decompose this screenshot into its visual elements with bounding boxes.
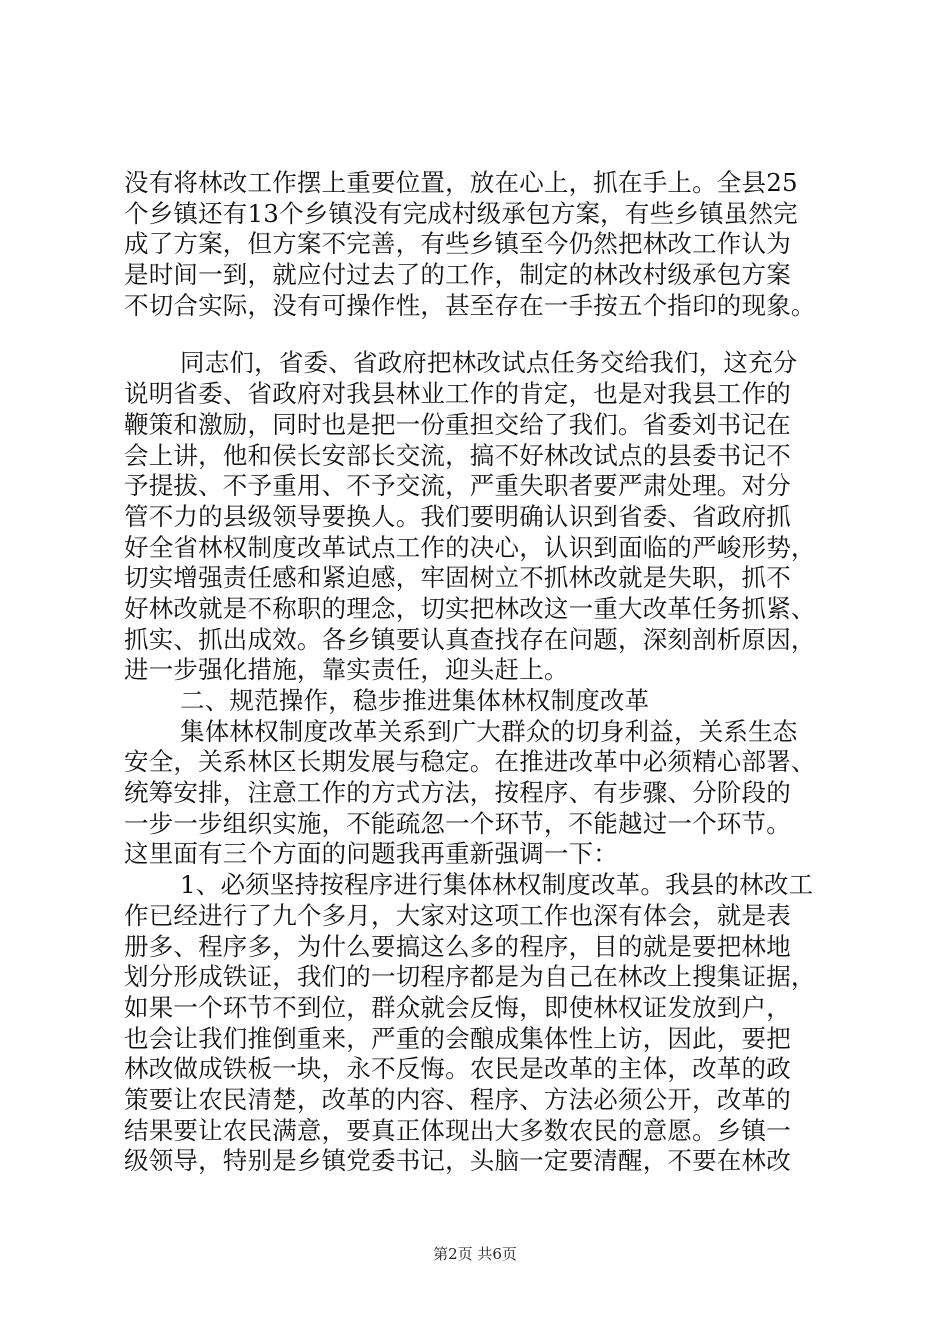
paragraph-gap: [124, 321, 836, 348]
text-line: 没有将林改工作摆上重要位置，放在心上，抓在手上。全县25: [124, 168, 798, 197]
text-line: 成了方案，但方案不完善，有些乡镇至今仍然把林改工作认为: [124, 229, 791, 259]
text-line: 也会让我们推倒重来，严重的会酿成集体性上访，因此，要把: [124, 1023, 791, 1053]
text-line: 进一步强化措施，靠实责任，迎头赶上。: [124, 655, 569, 685]
text-line: 抓实、抓出成效。各乡镇要认真查找存在问题，深刻剖析原因，: [124, 624, 816, 654]
paragraph-4: [124, 870, 836, 1177]
text-line: 统筹安排，注意工作的方式方法，按程序、有步骤、分阶段的: [124, 778, 791, 808]
text-line: 予提拔、不予重用、不予交流，严重失职者要严肃处理。对分: [124, 471, 791, 501]
text-line: 划分形成铁证，我们的一切程序都是为自己在林改上搜集证据，: [124, 962, 816, 992]
text-line: 策要让农民清楚，改革的内容、程序、方法必须公开，改革的: [124, 1084, 791, 1114]
text-line: 好林改就是不称职的理念，切实把林改这一重大改革任务抓紧、: [124, 593, 816, 623]
text-line: 是时间一到，就应付过去了的工作，制定的林改村级承包方案: [124, 260, 791, 290]
section-title: 二、规范操作，稳步推进集体林权制度改革: [180, 686, 650, 715]
text-line: 鞭策和激励，同时也是把一份重担交给了我们。省委刘书记在: [124, 409, 791, 439]
paragraph-3: [124, 717, 836, 870]
paragraph-2: [124, 348, 836, 686]
text-line: 结果要让农民满意，要真正体现出大多数农民的意愿。乡镇一: [124, 1115, 791, 1145]
text-line: 不切合实际，没有可操作性，甚至存在一手按五个指印的现象。: [124, 290, 816, 320]
document-body: [124, 168, 836, 1177]
text-line: 说明省委、省政府对我县林业工作的肯定，也是对我县工作的: [124, 379, 791, 409]
text-line: 切实增强责任感和紧迫感，牢固树立不抓林改就是失职，抓不: [124, 563, 791, 593]
text-line: 个乡镇还有13个乡镇没有完成村级承包方案，有些乡镇虽然完: [124, 198, 798, 228]
text-line: 集体林权制度改革关系到广大群众的切身利益，关系生态: [180, 716, 798, 746]
text-line: 这里面有三个方面的问题我再重新强调一下：: [124, 839, 618, 869]
text-line: 作已经进行了九个多月，大家对这项工作也深有体会，就是表: [124, 900, 791, 930]
paragraph-1: [124, 168, 836, 321]
text-line: 林改做成铁板一块，永不反悔。农民是改革的主体，改革的政: [124, 1054, 791, 1084]
text-line: 同志们，省委、省政府把林改试点任务交给我们，这充分: [180, 348, 798, 378]
text-line: 会上讲，他和侯长安部长交流，搞不好林改试点的县委书记不: [124, 440, 791, 470]
page-number-footer: 第2页 共6页: [433, 1245, 517, 1263]
text-line: 安全，关系林区长期发展与稳定。在推进改革中必须精心部署、: [124, 747, 816, 777]
text-line: 1、必须坚持按程序进行集体林权制度改革。我县的林改工: [180, 870, 814, 900]
text-line: 如果一个环节不到位，群众就会反悔，即使林权证发放到户，: [124, 992, 791, 1022]
text-line: 一步一步组织实施，不能疏忽一个环节，不能越过一个环节。: [124, 808, 791, 838]
text-line: 级领导，特别是乡镇党委书记，头脑一定要清醒，不要在林改: [124, 1146, 791, 1176]
section-heading: [124, 686, 836, 717]
text-line: 好全省林权制度改革试点工作的决心，认识到面临的严峻形势，: [124, 532, 816, 562]
text-line: 册多、程序多，为什么要搞这么多的程序，目的就是要把林地: [124, 931, 791, 961]
text-line: 管不力的县级领导要换人。我们要明确认识到省委、省政府抓: [124, 501, 791, 531]
